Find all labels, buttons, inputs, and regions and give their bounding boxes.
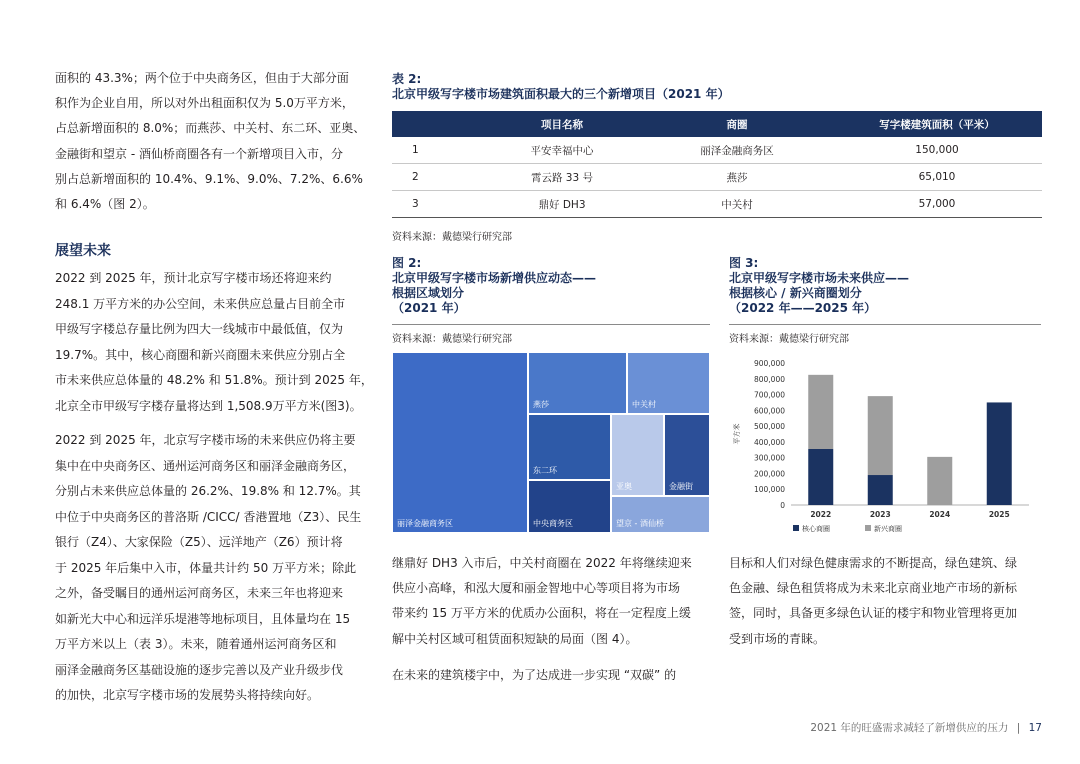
row-area: 丽泽金融商务区 (642, 137, 832, 164)
row-size: 57,000 (832, 191, 1042, 218)
row-size: 150,000 (832, 137, 1042, 164)
fig2-title-line: 根据区域划分 (392, 286, 465, 300)
page-footer (810, 720, 1042, 735)
table-row (392, 164, 1042, 191)
text-line: 签，同时，具备更多绿色认证的楼宇和物业管理将更加 (729, 606, 1018, 621)
fig3-rule (729, 324, 1041, 325)
legend-label: 核心商圈 (802, 525, 830, 533)
row-index: 2 (392, 164, 482, 191)
treemap-cell-cbd (528, 480, 611, 533)
text-line: 如新光大中心和远洋乐堤港等地标项目，且体量均在 15 (55, 611, 351, 626)
row-index: 1 (392, 137, 482, 164)
fig2-title-line: 北京甲级写字楼市场新增供应动态—— (392, 271, 597, 285)
table2 (392, 111, 1042, 218)
fig2-header (392, 256, 712, 316)
treemap-label: 望京 - 酒仙桥 (616, 519, 664, 528)
text-line: 2022 到 2025 年，北京写字楼市场的未来供应仍将主要 (55, 433, 356, 447)
treemap-label: 丽泽金融商务区 (397, 519, 453, 528)
treemap-label: 金融街 (669, 482, 693, 491)
text-line: 占总新增面积的 8.0%；而燕莎、中关村、东二环、亚奥、 (55, 121, 366, 136)
x-tick-label: 2024 (929, 510, 951, 519)
fig3-title-line: 北京甲级写字楼市场未来供应—— (729, 271, 910, 285)
table2-title: 北京甲级写字楼市场建筑面积最大的三个新增项目（2021 年） (392, 87, 730, 101)
row-area: 燕莎 (642, 164, 832, 191)
y-tick-label: 200,000 (753, 469, 785, 479)
text-line: 解中关村区域可租赁面积短缺的局面（图 4）。 (392, 631, 638, 646)
text-line: 的加快，北京写字楼市场的发展势头将持续向好。 (55, 688, 320, 702)
y-tick-label: 100,000 (753, 485, 785, 495)
text-line: 市未来供应总体量的 48.2% 和 51.8%。预计到 2025 年， (55, 373, 373, 387)
row-size: 65,010 (832, 164, 1042, 191)
treemap-cell-lize (392, 352, 528, 533)
y-tick-label: 400,000 (753, 437, 785, 447)
paragraph-zhongguancun (392, 551, 712, 652)
text-line: 甲级写字楼总存量比例为四大一线城市中最低值，仅为 (55, 322, 344, 336)
y-tick-label: 600,000 (753, 406, 785, 416)
text-line: 丽泽金融商务区基础设施的逐步完善以及产业升级步伐 (55, 662, 344, 677)
text-line: 于 2025 年后集中入市，体量共计约 50 万平方米；除此 (55, 560, 357, 575)
footer-separator: | (1016, 722, 1021, 734)
text-line: 北京全市甲级写字楼存量将达到 1,508.9万平方米(图3)。 (55, 398, 362, 413)
text-line: 带来约 15 万平方米的优质办公面积，将在一定程度上缓 (392, 606, 691, 621)
table-header-name: 项目名称 (482, 111, 642, 137)
treemap-label: 亚奥 (616, 482, 632, 491)
section-heading (55, 240, 111, 260)
treemap-label: 中央商务区 (533, 519, 573, 528)
text-line: 金融街和望京 - 酒仙桥商圈各有一个新增项目入市，分 (55, 146, 343, 161)
text-line: 集中在中央商务区、通州运河商务区和丽泽金融商务区， (55, 458, 356, 473)
fig3-title-line: 根据核心 / 新兴商圈划分 (729, 286, 862, 300)
page-number: 17 (1028, 722, 1042, 734)
text-line: 受到市场的青睐。 (729, 631, 826, 646)
x-tick-label: 2023 (869, 510, 891, 519)
legend-label: 新兴商圈 (874, 525, 902, 533)
table2-source: 资料来源：戴德梁行研究部 (392, 232, 512, 243)
fig2-source: 资料来源：戴德梁行研究部 (392, 334, 512, 345)
fig3-title-line: （2022 年——2025 年） (729, 301, 877, 315)
heading-outlook: 展望未来 (55, 243, 111, 259)
treemap-label: 中关村 (632, 400, 656, 409)
text-line: 中位于中央商务区的普洛斯 /CICC/ 香港置地（Z3）、民生 (55, 509, 362, 524)
text-line: 248.1 万平方米的办公空间，未来供应总量占目前全市 (55, 296, 346, 311)
bar-2024-series-1 (927, 457, 952, 505)
fig3-source: 资料来源：戴德梁行研究部 (729, 334, 849, 345)
bar-2025-series-0 (987, 402, 1012, 505)
treemap-cell-wangjing (611, 496, 710, 533)
x-tick-label: 2022 (810, 510, 832, 519)
treemap-cell-yansha (528, 352, 627, 414)
row-name: 鼎好 DH3 (482, 191, 642, 218)
table-row (392, 191, 1042, 218)
text-line: 色金融、绿色租赁将成为未来北京商业地产市场的新标 (729, 581, 1018, 596)
table-header-area: 商圈 (642, 111, 832, 137)
text-line: 供应小高峰，和泓大厦和丽金智地中心等项目将为市场 (392, 581, 681, 596)
x-tick-label: 2025 (988, 510, 1010, 519)
table-row (392, 137, 1042, 164)
text-line: 之外，备受瞩目的通州运河商务区，未来三年也将迎来 (55, 586, 344, 600)
row-name: 霄云路 33 号 (482, 164, 642, 191)
bar-2023-series-0 (868, 475, 893, 505)
text-line: 目标和人们对绿色健康需求的不断提高，绿色建筑、绿 (729, 556, 1018, 570)
bar-2022-series-0 (808, 449, 833, 505)
row-area: 中关村 (642, 191, 832, 218)
treemap-label: 东二环 (533, 466, 557, 475)
fig2-label: 图 2: (392, 256, 422, 270)
treemap-cell-yaoao (611, 414, 664, 496)
table-header-size: 写字楼建筑面积（平米） (832, 111, 1042, 137)
paragraph-supply (55, 428, 375, 709)
paragraph-outlook (55, 266, 375, 419)
table-header-idx (392, 111, 482, 137)
bar-2022-series-1 (808, 375, 833, 449)
fig2-title-line: （2021 年） (392, 301, 466, 315)
table-header-row (392, 111, 1042, 137)
treemap-cell-zhongguancun (627, 352, 710, 414)
footer-title: 2021 年的旺盛需求减轻了新增供应的压力 (810, 722, 1009, 734)
text-line: 在未来的建筑楼宇中，为了达成进一步实现 “双碳” 的 (392, 668, 677, 682)
bar-2023-series-1 (868, 396, 893, 475)
text-line: 继鼎好 DH3 入市后，中关村商圈在 2022 年将继续迎来 (392, 556, 692, 570)
row-index: 3 (392, 191, 482, 218)
text-line: 银行（Z4）、大家保险（Z5）、远洋地产（Z6）预计将 (55, 535, 343, 549)
paragraph-intro (55, 66, 375, 217)
treemap-cell-jinrongjie (664, 414, 710, 496)
y-tick-label: 700,000 (753, 390, 785, 400)
y-tick-label: 900,000 (753, 359, 785, 368)
legend-swatch-1 (865, 525, 871, 531)
table2-label: 表 2: (392, 72, 422, 86)
text-line: 别占总新增面积的 10.4%、9.1%、9.0%、7.2%、6.6% (55, 171, 363, 186)
text-line: 面积的 43.3%；两个位于中央商务区，但由于大部分面 (55, 71, 349, 85)
y-tick-label: 800,000 (753, 374, 785, 384)
text-line: 分别占未来供应总体量的 26.2%、19.8% 和 12.7%。其 (55, 484, 361, 498)
y-tick-label: 300,000 (753, 453, 785, 463)
fig2-rule (392, 324, 710, 325)
text-line: 19.7%。其中，核心商圈和新兴商圈未来供应分别占全 (55, 347, 346, 362)
table2-block (392, 72, 1042, 243)
text-line: 2022 到 2025 年，预计北京写字楼市场还将迎来约 (55, 271, 332, 285)
fig3-header (729, 256, 1039, 316)
fig3-chart (729, 355, 1041, 535)
fig3-label: 图 3: (729, 256, 759, 270)
paragraph-carbon (392, 663, 712, 688)
y-tick-label: 0 (780, 501, 785, 510)
text-line: 万平方米以上（表 3）。未来，随着通州运河商务区和 (55, 637, 337, 651)
text-line: 和 6.4%（图 2）。 (55, 197, 155, 212)
left-column (55, 66, 375, 217)
legend-swatch-0 (793, 525, 799, 531)
paragraph-green (729, 551, 1049, 652)
y-axis-label: 平方米 (733, 423, 741, 445)
y-tick-label: 500,000 (753, 422, 785, 432)
fig2-treemap (392, 352, 710, 533)
text-line: 积作为企业自用，所以对外出租面积仅为 5.0万平方米， (55, 96, 354, 111)
treemap-cell-dongerhuan (528, 414, 611, 480)
row-name: 平安幸福中心 (482, 137, 642, 164)
treemap-label: 燕莎 (533, 400, 549, 409)
